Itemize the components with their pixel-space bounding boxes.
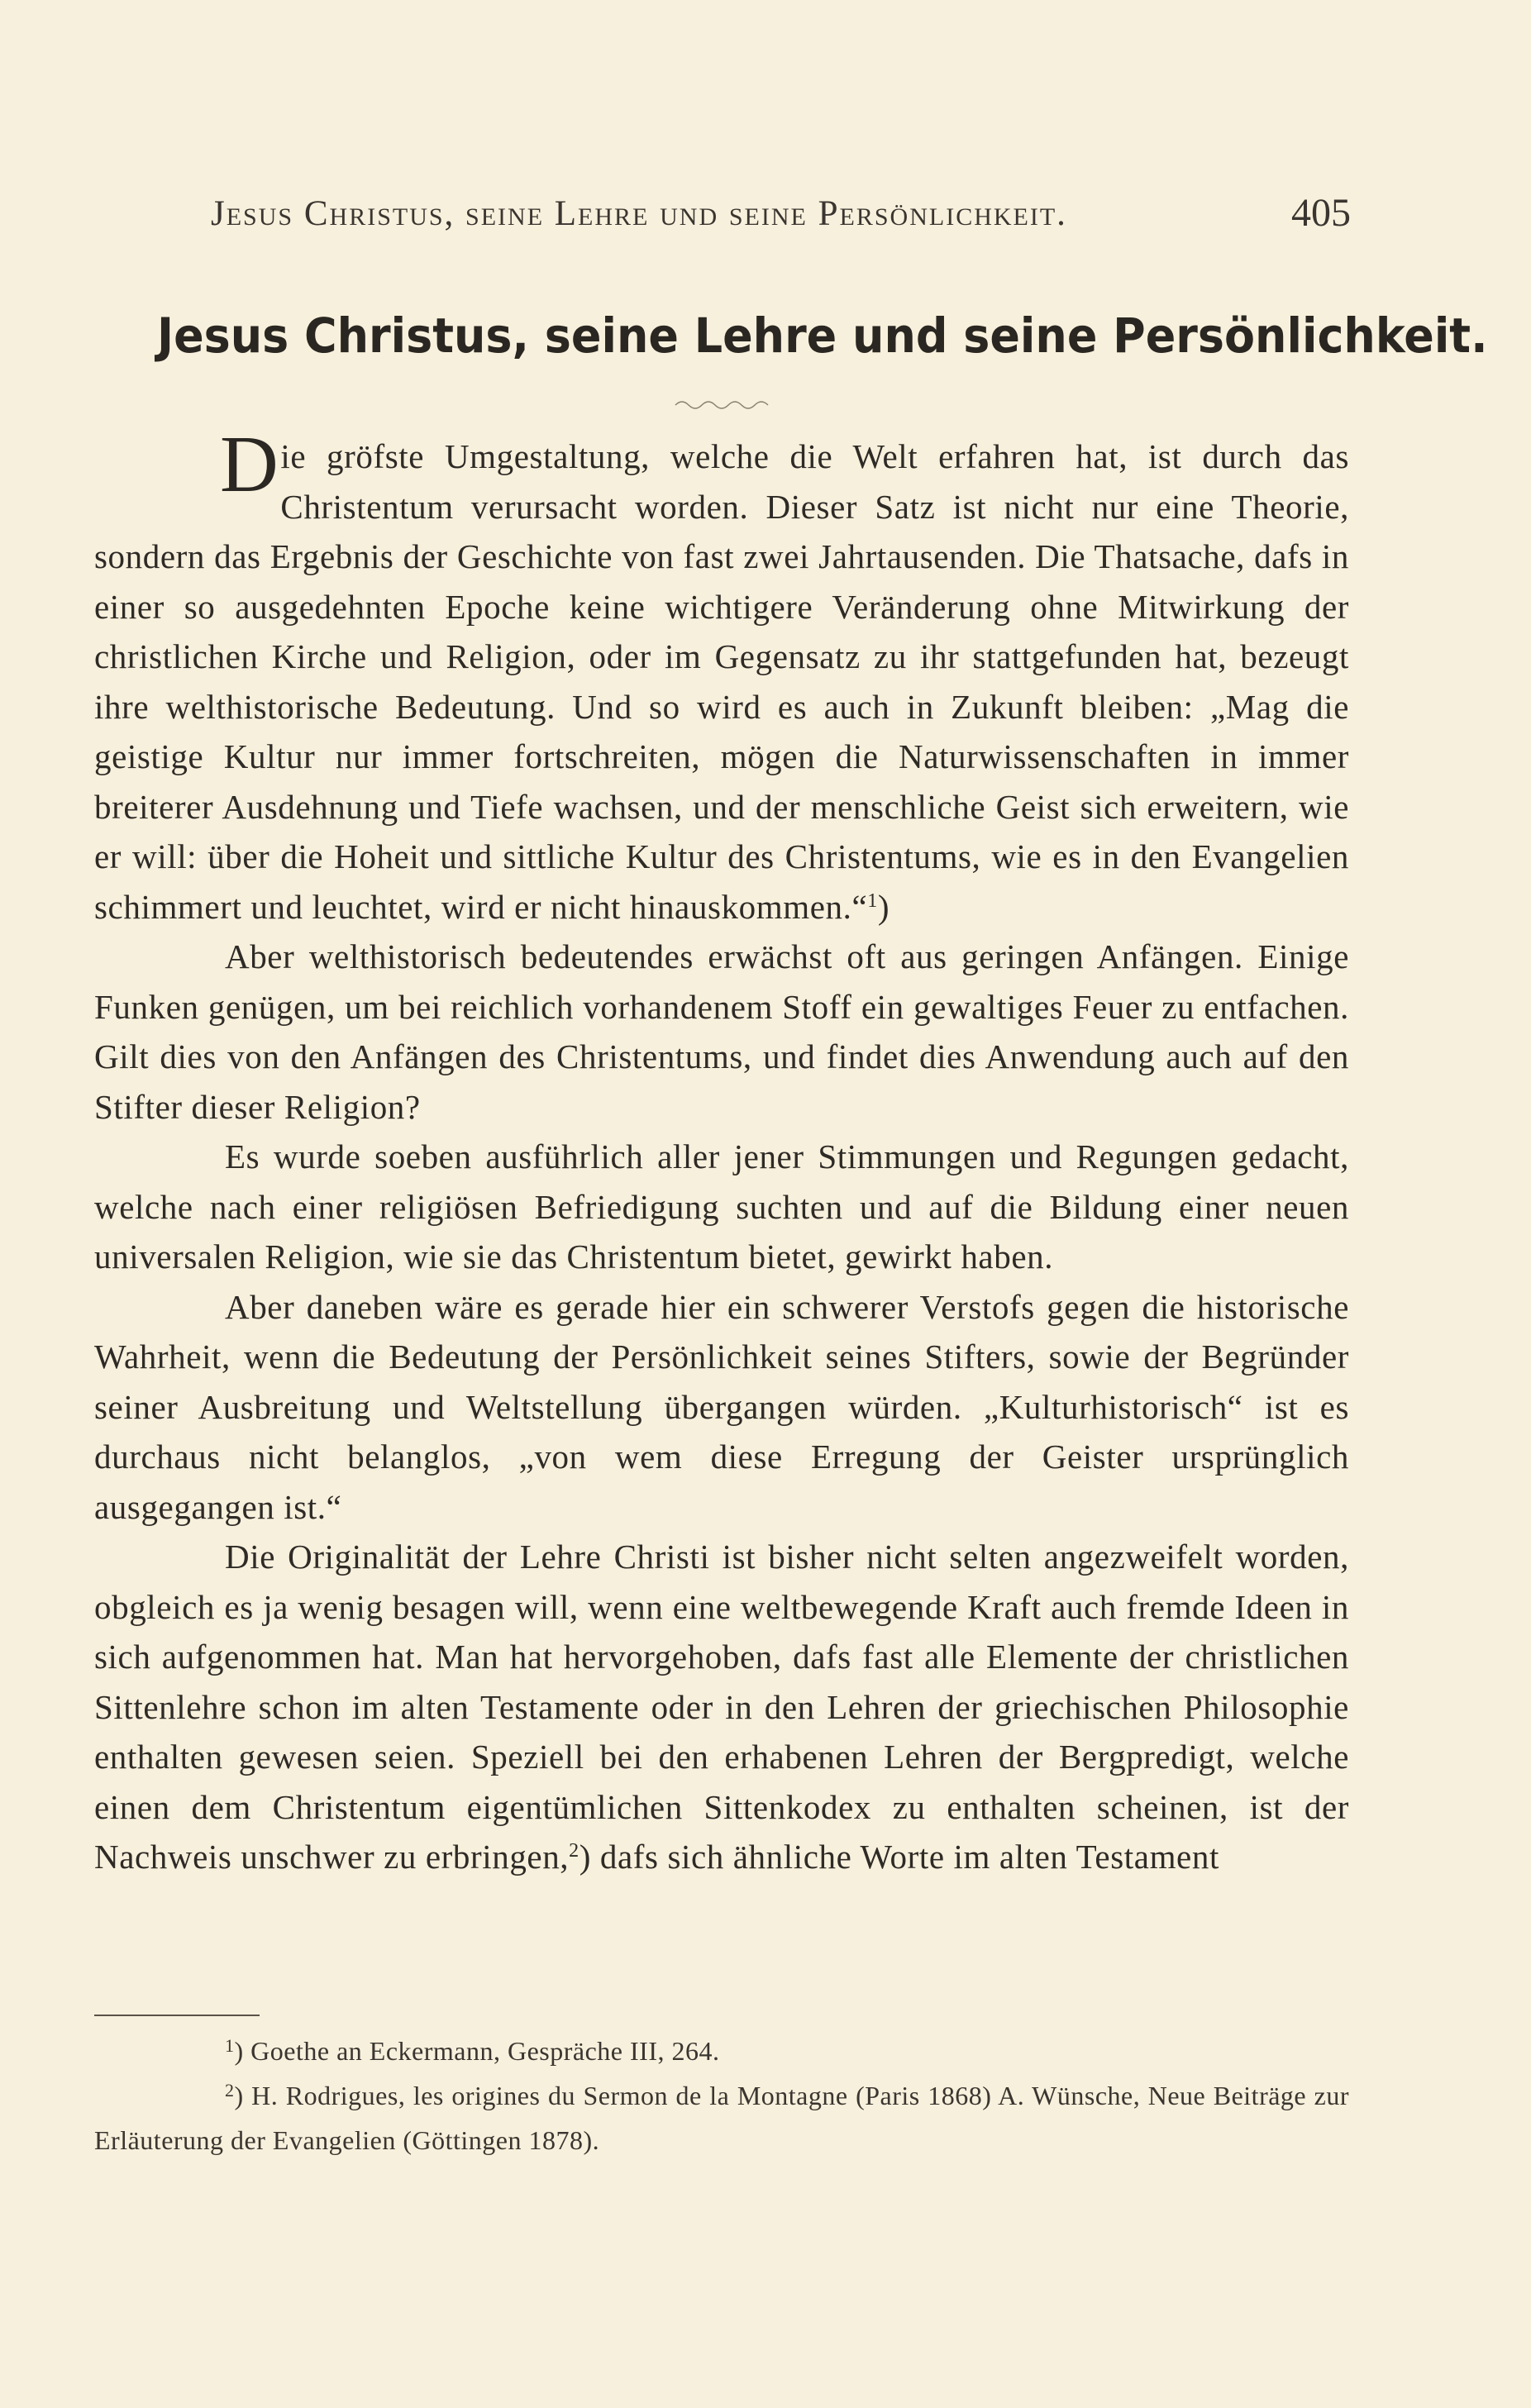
footnote-ref-2[interactable]: 2 <box>569 1840 579 1862</box>
footnote-mark-2: 2 <box>225 2080 235 2100</box>
footnote-2-text: ) H. Rodrigues, les origines du Sermon de la Montagne (Paris 1868) A. Wünsche, Neue Beiträge zur Erläuterung der Evangelien (Göttingen 1878). <box>94 2081 1349 2155</box>
paragraph-1-text: ie gröfste Umgestaltung, welche die Welt erfahren hat, ist durch das Christentum verursacht worden. Dieser Satz ist nicht nur eine Theorie, sondern das Ergebnis der Geschichte von fast zwei Jahrtausenden. Die Thatsache, dafs in einer so ausgedehnten Epoche keine wichtigere Veränderung ohne Mitwirkung der christlichen Kirche und Religion, oder im Gegensatz zu ihr stattgefunden hat, bezeugt ihre welthistorische Bedeutung. Und so wird es auch in Zukunft bleiben: „Mag die geistige Kultur nur immer fortschreiten, mögen die Naturwissenschaften in immer breiterer Ausdehnung und Tiefe wachsen, und der menschliche Geist sich erweitern, wie er will: über die Hoheit und sittliche Kultur des Christentums, wie es in den Evangelien schimmert und leuchtet, wird er nicht hinauskommen.“ <box>94 437 1349 926</box>
footnote-divider <box>94 2015 260 2016</box>
paragraph-3: Es wurde soeben ausführlich aller jener Stimmungen und Regungen gedacht, welche nach einer religiösen Befriedigung suchten und auf die Bildung einer neuen universalen Religion, wie sie das Christentum bietet, gewirkt haben. <box>94 1137 1349 1276</box>
footnotes <box>94 2029 1349 2162</box>
footnote-1 <box>94 2029 1349 2073</box>
footnote-2 <box>94 2073 1349 2162</box>
drop-cap: D <box>220 420 279 509</box>
body-text <box>94 420 1349 1882</box>
paragraph-5 <box>94 1532 1349 1882</box>
paragraph-5-text-end: ) dafs sich ähnliche Worte im alten Testament <box>579 1838 1219 1876</box>
chapter-title: Jesus Christus, seine Lehre und seine Persönlichkeit. <box>157 308 1488 364</box>
paragraph-1-close: ) <box>877 887 890 926</box>
paragraph-1 <box>94 420 1349 932</box>
page-number: 405 <box>1291 191 1351 235</box>
footnote-ref-1[interactable]: 1 <box>867 889 878 912</box>
paragraph-4: Aber daneben wäre es gerade hier ein schwerer Verstofs gegen die historische Wahrheit, wenn die Bedeutung der Persönlichkeit seines Stifters, sowie der Begründer seiner Ausbreitung und Weltstellung übergangen würden. „Kulturhistorisch“ ist es durchaus nicht belanglos, „von wem diese Erregung der Geister ursprünglich ausgegangen ist.“ <box>94 1287 1349 1526</box>
footnote-mark-1: 1 <box>225 2035 235 2056</box>
title-ornament <box>674 395 773 412</box>
running-header <box>211 193 1368 234</box>
footnote-1-text: ) Goethe an Eckermann, Gespräche III, 264. <box>234 2036 720 2066</box>
running-title: Jesus Christus, seine Lehre und seine Persönlichkeit. <box>211 194 1067 233</box>
paragraph-5-text: Die Originalität der Lehre Christi ist bisher nicht selten angezweifelt worden, obgleich es ja wenig besagen will, wenn eine weltbewegende Kraft auch fremde Ideen in sich aufgenommen hat. Man hat hervorgehoben, dafs fast alle Elemente der christlichen Sittenlehre schon im alten Testamente oder in den Lehren der griechischen Philosophie enthalten gewesen seien. Speziell bei den erhabenen Lehren der Bergpredigt, welche einen dem Christentum eigentümlichen Sittenkodex zu enthalten scheinen, ist der Nachweis unschwer zu erbringen, <box>94 1538 1349 1876</box>
paragraph-2: Aber welthistorisch bedeutendes erwächst oft aus geringen Anfängen. Einige Funken genügen, um bei reichlich vorhandenem Stoff ein gewaltiges Feuer zu entfachen. Gilt dies von den Anfängen des Christentums, und findet dies Anwendung auch auf den Stifter dieser Religion? <box>94 937 1349 1126</box>
